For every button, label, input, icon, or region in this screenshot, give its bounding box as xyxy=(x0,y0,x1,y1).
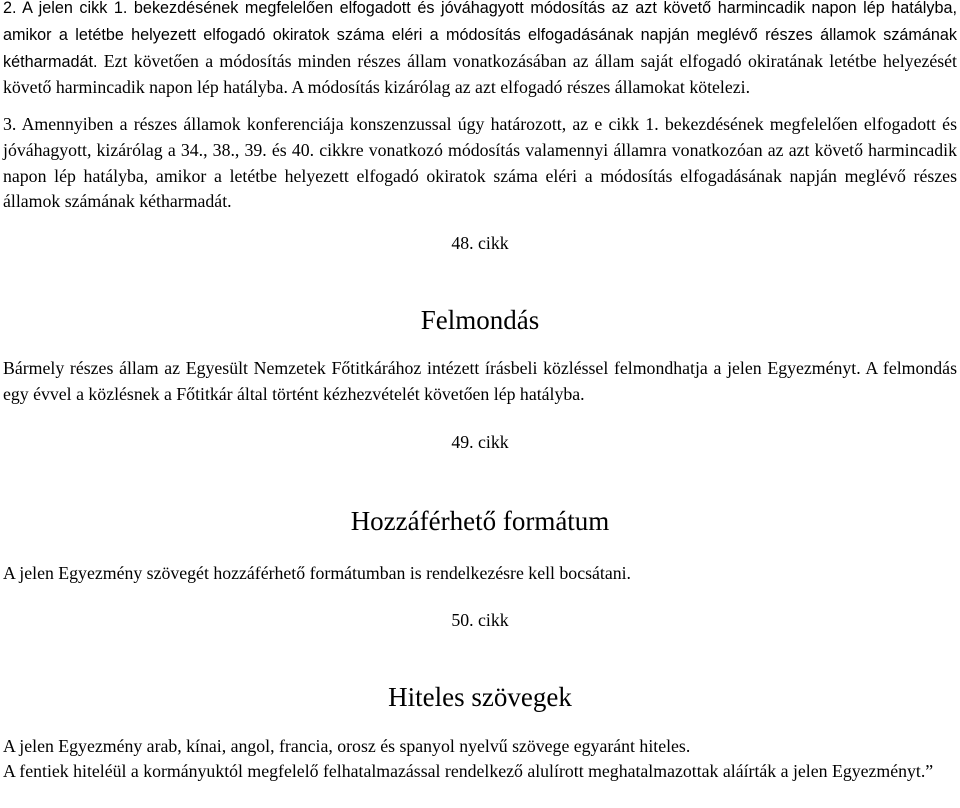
paragraph-text-serif: Ezt követően a módosítás minden részes állam vonatkozásában az állam saját elfogadó okiratának letétbe helyezését követő harmincadik napon lép hatályba. A módosítás kizárólag az azt elfogadó részes államokat kötelezi. xyxy=(3,50,958,98)
paragraph-text-sans: 3. Amennyiben a részes államok konferenciája konszenzussal úgy határozott, az e cikk 1. bekezdésének megfelelően elfogadott és jóváhagyott, kizárólag a 34., 38., 39. és 40. xyxy=(3,114,957,160)
paragraph-article-47-2 xyxy=(3,0,957,101)
article-title: Hozzáférhető formátum xyxy=(350,506,610,536)
paragraph-text-sans: 2. A jelen cikk 1. bekezdésének megfelelően elfogadott és jóváhagyott módosítás az azt követő harmincadik napon lép hatályba, amikor a letétbe helyezett elfogadó okiratok száma eléri a módosítás elfogadásának napján meglévő részes államok számának kétharmadát. xyxy=(3,0,957,71)
paragraph-text-serif: cikkre vonatkozó módosítás valamennyi államra vonatkozóan az azt követő harmincadik napon lép hatályba, amikor a letétbe helyezett elfogadó okiratok száma eléri a módosítás elfogadásának napján meglévő részes államok számának kétharmadát. xyxy=(3,139,957,212)
article-number: 48. cikk xyxy=(451,233,509,253)
article-paragraph: A jelen Egyezmény szövegét hozzáférhető formátumban is rendelkezésre kell bocsátani. xyxy=(3,563,632,583)
article-title: Felmondás xyxy=(420,305,540,335)
article-paragraph: A fentiek hiteléül a kormányuktól megfelelő felhatalmazással rendelkező alulírott meghatalmazottak aláírták a jelen Egyezményt.” xyxy=(3,761,934,781)
paragraph-article-47-3 xyxy=(3,112,957,215)
article-paragraph: Bármely részes állam az Egyesült Nemzetek Főtitkárához intézett írásbeli közléssel felmondhatja a jelen Egyezményt. A felmondás egy évvel a közlésnek a Főtitkár által történt kézhezvételét követően lép hatályba. xyxy=(3,358,957,404)
article-paragraph: A jelen Egyezmény arab, kínai, angol, francia, orosz és spanyol nyelvű szövege egyaránt hiteles. xyxy=(3,736,691,756)
article-number: 49. cikk xyxy=(451,432,509,452)
article-number: 50. cikk xyxy=(451,610,509,630)
article-title: Hiteles szövegek xyxy=(388,682,572,712)
